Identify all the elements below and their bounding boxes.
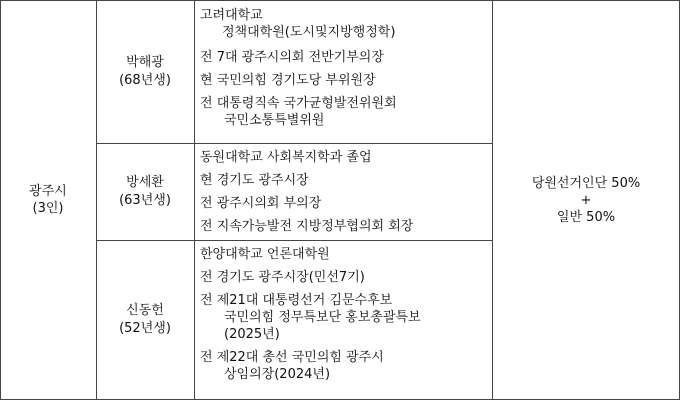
region-count: (3인) (32, 201, 64, 216)
career-line: 전 7대 광주시의회 전반기부의장 (200, 50, 384, 65)
candidate-birth-year: (52년생) (119, 321, 171, 336)
selection-method-cell (492, 0, 680, 400)
career-line: 현 경기도 광주시장 (200, 173, 309, 188)
career-line: 현 국민의힘 경기도당 부위원장 (200, 73, 376, 88)
career-school: 고려대학교 (200, 8, 263, 23)
method-party-ratio: 당원선거인단 50% (531, 175, 641, 191)
career-line: 전 대통령직속 국가균형발전위원회 (200, 96, 397, 111)
candidate-cell (96, 240, 194, 400)
career-school: 동원대학교 사회복지학과 졸업 (200, 150, 372, 165)
career-school-detail: 정책대학원(도시및지방행정학) (222, 25, 396, 40)
candidate-birth-year: (63년생) (119, 192, 171, 208)
career-line: 전 광주시의회 부의장 (200, 196, 322, 211)
career-cell (194, 240, 492, 400)
candidate-birth-year: (68년생) (119, 72, 171, 88)
candidate-cell (96, 0, 194, 143)
method-general-ratio: 일반 50% (556, 209, 616, 225)
career-cell (194, 0, 492, 143)
career-line: 전 지속가능발전 지방정부협의회 회장 (200, 219, 414, 234)
career-line-cont: 상임의장(2024년) (224, 367, 331, 382)
career-line: 전 제22대 총선 국민의힘 광주시 (200, 350, 384, 365)
career-line-cont: (2025년) (224, 327, 280, 342)
method-plus: + (580, 192, 592, 208)
career-line: 전 경기도 광주시장(민선7기) (200, 270, 365, 285)
career-line-cont: 국민의힘 정무특보단 홍보총괄특보 (224, 310, 421, 325)
career-cell (194, 143, 492, 240)
region-name: 광주시 (29, 184, 67, 199)
candidate-cell (96, 143, 194, 240)
career-school: 한양대학교 언론대학원 (200, 247, 330, 262)
region-cell (0, 0, 96, 400)
candidate-name: 신동헌 (126, 303, 164, 318)
candidate-name: 박해광 (126, 54, 164, 70)
candidate-name: 방세환 (126, 174, 164, 190)
career-line: 전 제21대 대통령선거 김문수후보 (200, 293, 393, 308)
career-line-cont: 국민소통특별위원 (224, 113, 325, 128)
